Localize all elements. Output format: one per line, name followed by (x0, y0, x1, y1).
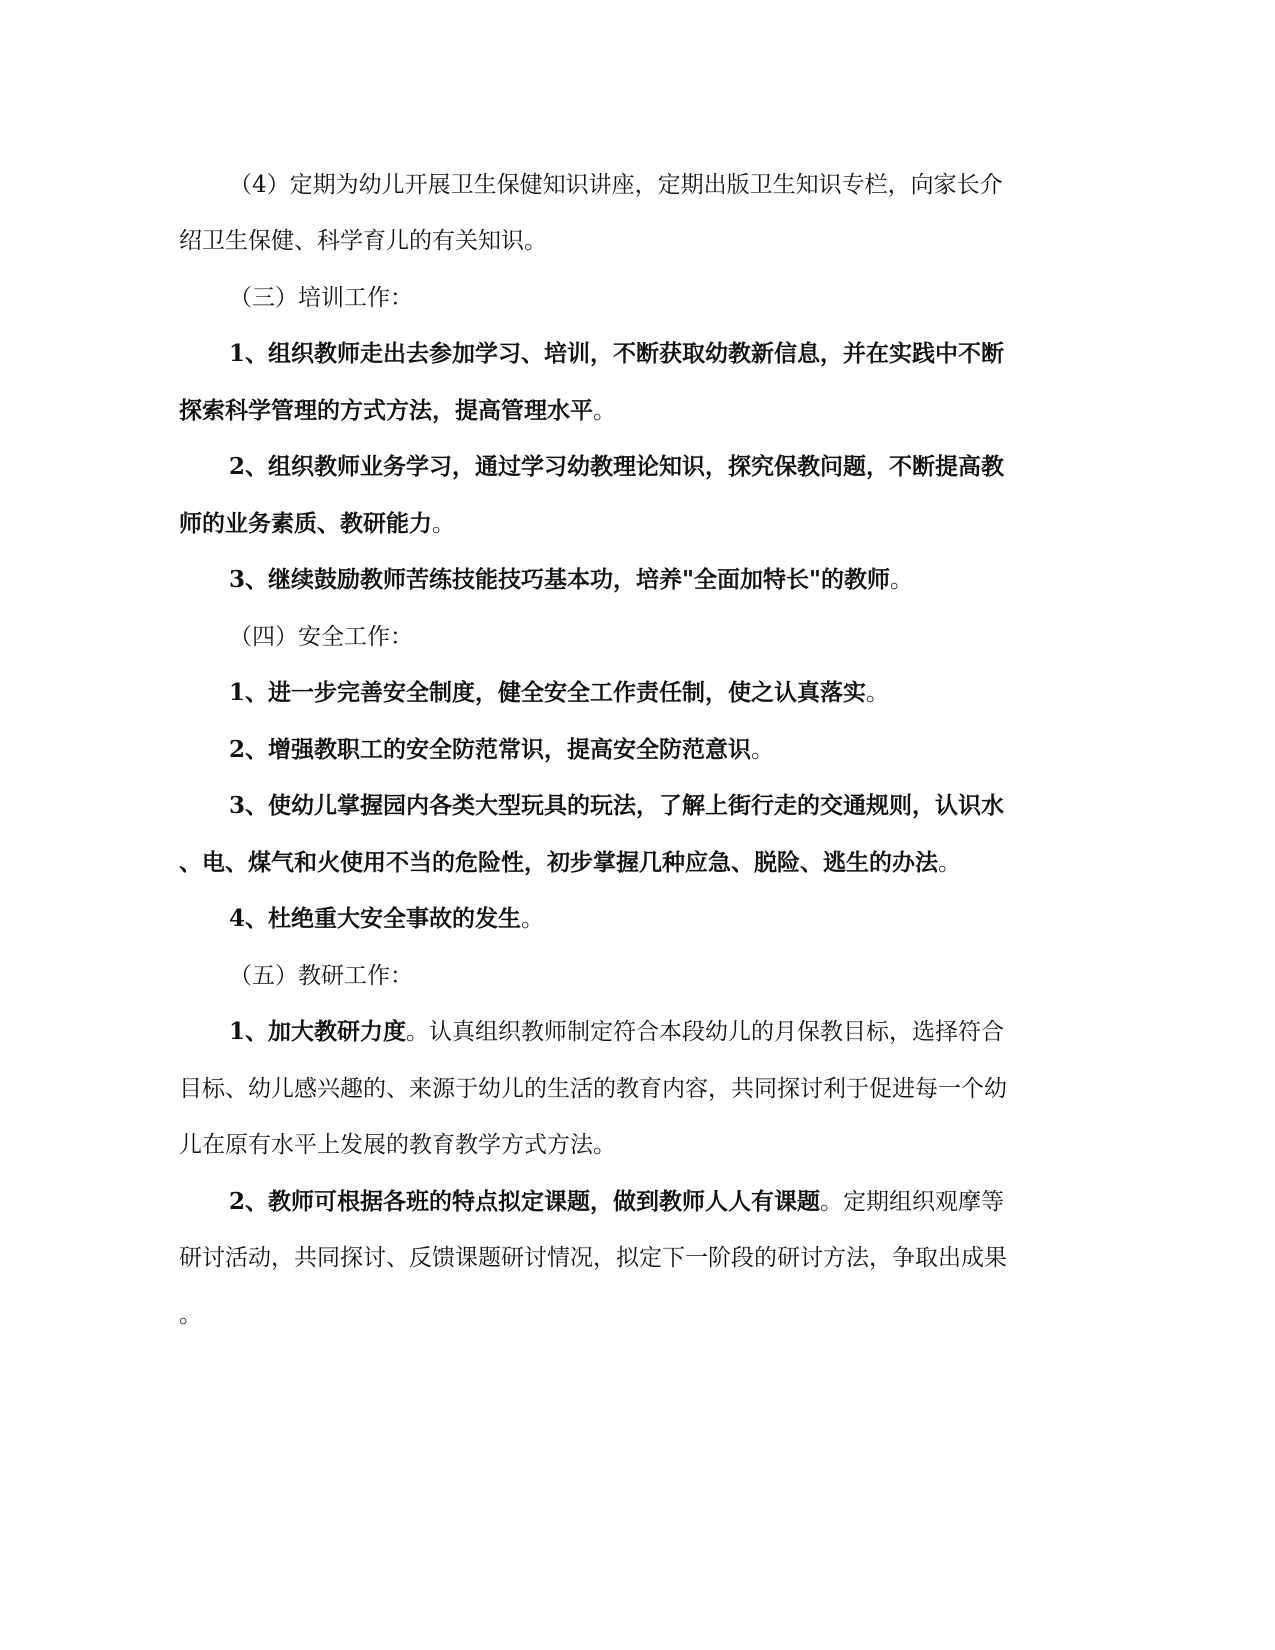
normal-text: （四）安全工作： (229, 624, 413, 650)
section-heading (229, 283, 413, 313)
text-line (229, 1187, 1004, 1217)
text-line (179, 1300, 202, 1330)
text-line (229, 904, 544, 934)
text-line (229, 678, 889, 708)
bold-text: 探索科学管理的方式方法，提高管理水平 (179, 397, 593, 424)
text-line (179, 1074, 1007, 1104)
text-line (179, 509, 455, 539)
text-line (229, 1017, 1004, 1047)
text-line (229, 452, 1004, 482)
normal-text: 绍卫生保健、科学育儿的有关知识。 (179, 228, 547, 254)
bold-text: 3、继续鼓励教师苦练技能技巧基本功，培养"全面加特长"的教师 (229, 566, 890, 593)
normal-text: 目标、幼儿感兴趣的、来源于幼儿的生活的教育内容，共同探讨利于促进每一个幼 (179, 1076, 1007, 1102)
text-line (179, 396, 616, 426)
text-line (179, 1243, 1007, 1273)
normal-text: 。 (889, 567, 913, 593)
bold-text: 2、组织教师业务学习，通过学习幼教理论知识，探究保教问题，不断提高教 (229, 453, 1005, 480)
bold-text: 师的业务素质、教研能力 (179, 510, 432, 537)
section-heading (229, 622, 413, 652)
bold-text: 1、组织教师走出去参加学习、培训，不断获取幼教新信息，并在实践中不断 (229, 340, 1005, 367)
text-line (229, 565, 913, 595)
normal-text: 。定期组织观摩等 (820, 1189, 1005, 1215)
text-line (179, 226, 547, 256)
text-line (179, 1130, 616, 1160)
normal-text: 。 (521, 906, 545, 932)
text-line (229, 791, 1004, 821)
text-line (229, 339, 1004, 369)
section-heading (229, 961, 413, 991)
normal-text: （三）培训工作： (229, 285, 413, 311)
bold-text: 2、教师可根据各班的特点拟定课题，做到教师人人有课题 (229, 1188, 821, 1215)
normal-text: 。 (751, 737, 775, 763)
normal-text: 。认真组织教师制定符合本段幼儿的月保教目标，选择符合 (406, 1019, 1005, 1045)
normal-text: 。 (938, 850, 961, 876)
text-line (229, 735, 774, 765)
normal-text: 研讨活动，共同探讨、反馈课题研讨情况，拟定下一阶段的研讨方法，争取出成果 (179, 1245, 1007, 1271)
bold-text: 1、进一步完善安全制度，健全安全工作责任制，使之认真落实 (229, 679, 867, 706)
text-line (179, 848, 961, 878)
bold-text: 、电、煤气和火使用不当的危险性，初步掌握几种应急、脱险、逃生的办法 (179, 849, 938, 876)
normal-text: 。 (593, 398, 616, 424)
bold-text: 4、杜绝重大安全事故的发生 (229, 905, 522, 932)
normal-text: （4）定期为幼儿开展卫生保健知识讲座，定期出版卫生知识专栏，向家长介 (229, 172, 1003, 198)
normal-text: 。 (432, 511, 455, 537)
normal-text: 。 (866, 680, 890, 706)
normal-text: 儿在原有水平上发展的教育教学方式方法。 (179, 1132, 616, 1158)
bold-text: 3、使幼儿掌握园内各类大型玩具的玩法，了解上街行走的交通规则，认识水 (229, 792, 1005, 819)
bold-text: 2、增强教职工的安全防范常识，提高安全防范意识 (229, 736, 752, 763)
bold-text: 1、加大教研力度 (229, 1018, 407, 1045)
normal-text: 。 (179, 1302, 202, 1328)
text-line (229, 170, 1003, 200)
normal-text: （五）教研工作： (229, 963, 413, 989)
